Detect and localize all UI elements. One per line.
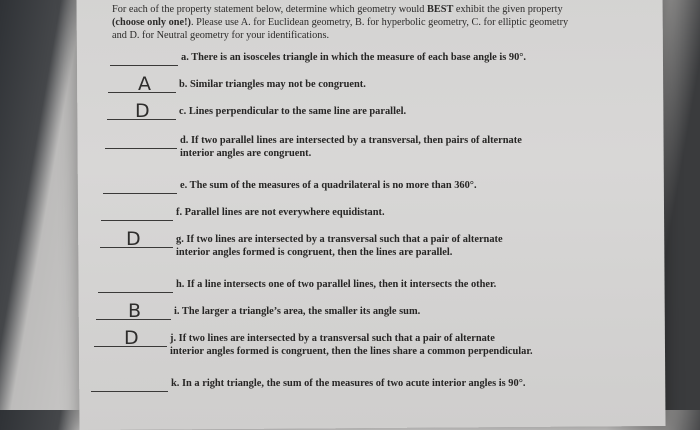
answer-blank-i[interactable] <box>96 300 171 322</box>
question-d <box>105 135 522 161</box>
answer-blank-h[interactable] <box>98 279 173 293</box>
instructions-best: BEST <box>427 4 454 15</box>
answer-blank-f[interactable] <box>101 207 173 221</box>
question-label-f: f. <box>176 207 183 218</box>
question-label-g: g. <box>176 234 184 245</box>
answer-blank-g[interactable] <box>100 228 173 250</box>
question-label-c: c. <box>179 106 187 117</box>
question-label-j: j. <box>170 333 177 344</box>
question-h <box>98 279 496 293</box>
question-e <box>103 180 477 194</box>
question-text-j: If two lines are intersected by a transversal such that a pair of alternate <box>178 333 495 344</box>
question-text-d-line2: interior angles are congruent. <box>180 147 312 159</box>
question-text-g: If two lines are intersected by a transversal such that a pair of alternate <box>186 234 503 245</box>
answer-blank-d[interactable] <box>105 135 177 149</box>
instructions-text-3: . Please use A. for Euclidean geometry, B. for hyperbolic geometry, C. for elliptic geometry and D. for Neutral geometry for your identifications. <box>112 17 569 42</box>
question-text-i: The larger a triangle’s area, the smaller its angle sum. <box>181 306 421 317</box>
answer-j: D <box>124 327 139 349</box>
question-text-h: If a line intersects one of two parallel lines, then it intersects the other. <box>187 279 497 290</box>
question-i <box>96 300 421 322</box>
instructions-choose: (choose only one!) <box>112 17 191 29</box>
answer-blank-j[interactable] <box>94 327 167 349</box>
answer-c: D <box>135 100 150 122</box>
question-text-g-line2: interior angles formed is congruent, then the lines are parallel. <box>176 246 453 258</box>
question-label-h: h. <box>176 279 185 290</box>
question-label-e: e. <box>180 180 188 191</box>
question-g <box>100 228 503 260</box>
answer-i: B <box>128 300 142 322</box>
instructions-text-1: For each of the property statement below, determine which geometry would <box>112 4 428 15</box>
question-text-k: In a right triangle, the sum of the measures of two acute interior angles is 90°. <box>182 378 526 389</box>
answer-blank-c[interactable] <box>107 100 176 122</box>
answer-g: D <box>126 228 141 250</box>
question-text-a: There is an isosceles triangle in which the measure of each base angle is 90°. <box>191 52 527 63</box>
question-label-a: a. <box>181 52 189 63</box>
answer-blank-b[interactable] <box>108 73 176 95</box>
question-text-b: Similar triangles may not be congruent. <box>190 79 366 90</box>
question-j <box>94 327 533 359</box>
question-a <box>110 52 526 66</box>
answer-b: A <box>138 73 151 95</box>
answer-blank-a[interactable] <box>110 52 178 66</box>
question-label-b: b. <box>179 79 188 90</box>
question-k <box>91 378 525 392</box>
question-f <box>101 207 385 221</box>
instructions-text-2: exhibit the given property <box>453 4 563 15</box>
question-text-f: Parallel lines are not everywhere equidistant. <box>184 207 385 218</box>
answer-blank-e[interactable] <box>103 180 177 194</box>
question-text-c: Lines perpendicular to the same line are parallel. <box>188 106 407 117</box>
question-b <box>108 73 366 95</box>
question-label-i: i. <box>174 306 180 317</box>
answer-blank-k[interactable] <box>91 378 168 392</box>
question-text-e: The sum of the measures of a quadrilateral is no more than 360°. <box>189 180 477 191</box>
question-c <box>107 100 407 122</box>
question-text-d: If two parallel lines are intersected by a transversal, then pairs of alternate <box>191 135 522 146</box>
question-label-d: d. <box>180 135 189 146</box>
instructions-paragraph <box>112 3 582 43</box>
question-label-k: k. <box>171 378 180 389</box>
question-text-j-line2: interior angles formed is congruent, then the lines share a common perpendicular. <box>170 345 533 357</box>
